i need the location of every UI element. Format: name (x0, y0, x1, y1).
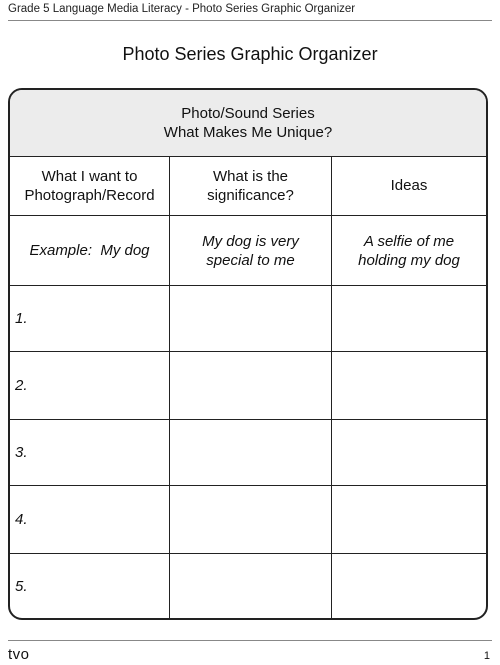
table-row (10, 352, 486, 420)
example-photograph-text: Example: My dog (29, 242, 150, 259)
example-ideas-line-1: A selfie of me (363, 232, 455, 250)
example-row (10, 216, 486, 286)
column-header-ideas-label: Ideas (390, 177, 428, 194)
significance-input-cell[interactable] (170, 352, 332, 419)
example-ideas-line-2: holding my dog (358, 251, 460, 269)
table-row (10, 286, 486, 352)
graphic-organizer-table (8, 88, 488, 620)
significance-input-cell[interactable] (170, 486, 332, 553)
column-header-photograph-line-1: What I want to (41, 167, 138, 185)
page-title: Photo Series Graphic Organizer (122, 44, 378, 64)
banner-line-1: Photo/Sound Series (181, 105, 315, 122)
document-header: Grade 5 Language Media Literacy - Photo Series Graphic Organizer (8, 3, 356, 15)
significance-input-cell[interactable] (170, 286, 332, 351)
ideas-input-cell[interactable] (332, 554, 486, 618)
column-header-significance-line-1: What is the (212, 167, 289, 185)
ideas-input-cell[interactable] (332, 286, 486, 351)
column-header-ideas (332, 156, 486, 215)
row-number: 5. (15, 577, 28, 595)
ideas-input-cell[interactable] (332, 420, 486, 485)
significance-input-cell[interactable] (170, 420, 332, 485)
table-row (10, 420, 486, 486)
column-header-significance (170, 156, 332, 215)
table-row (10, 486, 486, 554)
header-divider (8, 20, 492, 21)
example-photograph-cell (10, 216, 170, 285)
table-banner (10, 90, 486, 157)
row-number-cell[interactable] (10, 420, 170, 485)
ideas-input-cell[interactable] (332, 352, 486, 419)
column-header-photograph-line-2: Photograph/Record (24, 186, 155, 204)
table-row (10, 554, 486, 618)
row-number-cell[interactable] (10, 554, 170, 618)
example-significance-cell (170, 216, 332, 285)
example-ideas-cell (332, 216, 486, 285)
column-header-photograph (10, 156, 170, 215)
table-grid (10, 156, 486, 618)
row-number: 3. (15, 444, 28, 461)
row-number-cell[interactable] (10, 352, 170, 419)
page-number: 1 (483, 650, 490, 662)
row-number: 1. (15, 310, 28, 327)
footer-divider (8, 640, 492, 641)
significance-input-cell[interactable] (170, 554, 332, 618)
row-number: 4. (15, 511, 28, 528)
row-number: 2. (15, 377, 28, 394)
row-number-cell[interactable] (10, 486, 170, 553)
example-significance-line-2: special to me (206, 251, 295, 269)
banner-line-2: What Makes Me Unique? (163, 124, 333, 141)
row-number-cell[interactable] (10, 286, 170, 351)
example-significance-line-1: My dog is very (202, 232, 299, 250)
column-header-row (10, 156, 486, 216)
tvo-logo: tvo (8, 646, 30, 663)
column-header-significance-line-2: significance? (207, 186, 294, 204)
ideas-input-cell[interactable] (332, 486, 486, 553)
